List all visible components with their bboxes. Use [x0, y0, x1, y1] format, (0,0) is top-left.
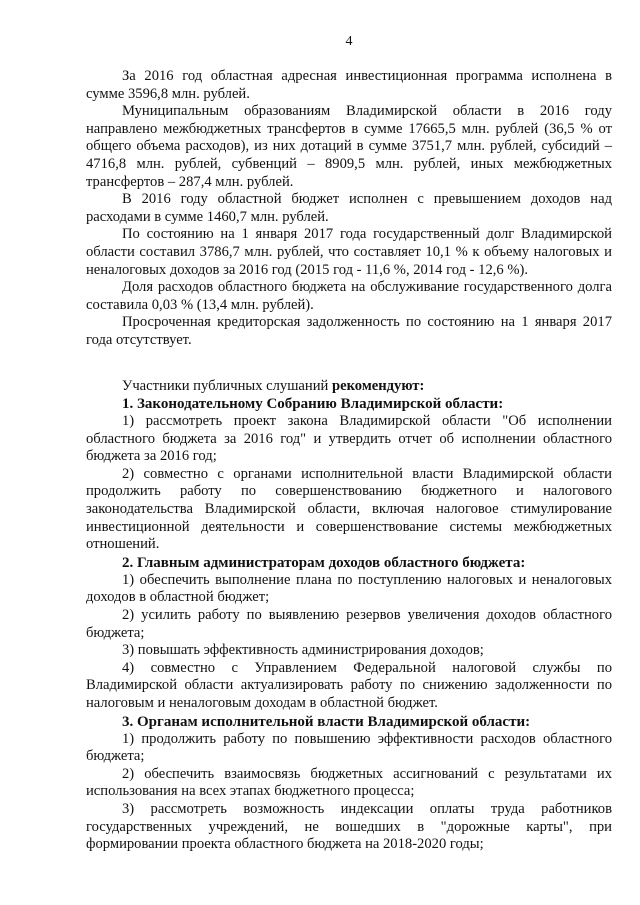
section-2-heading: 2. Главным администраторам доходов областного бюджета:	[122, 554, 526, 571]
recommendation-intro	[86, 378, 612, 396]
section-1-item-2: 2) совместно с органами исполнительной власти Владимирской области продолжить работу по совершенствованию бюджетного и налогового законодательства Владимирской области, включая налоговое стимулирование инвестиционной деятельности и совершенствование системы межбюджетных отношений.	[86, 465, 612, 553]
paragraph-debt-service: Доля расходов областного бюджета на обслуживание государственного долга составила 0,03 % (13,4 млн. рублей).	[86, 279, 612, 313]
section-3-item-2: 2) обеспечить взаимосвязь бюджетных ассигнований с результатами их использования на всех этапах бюджетного процесса;	[86, 765, 612, 800]
page-number: 4	[345, 34, 353, 49]
paragraph-budget-surplus: В 2016 году областной бюджет исполнен с превышением доходов над расходами в сумме 1460,7 млн. рублей.	[86, 191, 612, 225]
recommendation-intro-bold: рекомендуют:	[332, 377, 425, 394]
section-1-item-1: 1) рассмотреть проект закона Владимирской области "Об исполнении областного бюджета за 2016 год" и утвердить отчет об исполнении областного бюджета за 2016 год;	[86, 413, 612, 465]
recommendation-intro-text: Участники публичных слушаний	[122, 377, 332, 394]
section-2-item-3: 3) повышать эффективность администрирования доходов;	[122, 642, 484, 659]
section-3-heading: 3. Органам исполнительной власти Владимирской области:	[122, 713, 531, 730]
section-3-item-1: 1) продолжить работу по повышению эффективности расходов областного бюджета;	[86, 730, 612, 765]
section-2-item-2: 2) усилить работу по выявлению резервов увеличения доходов областного бюджета;	[86, 607, 612, 641]
paragraph-interbudget-transfers: Муниципальным образованиям Владимирской области в 2016 году направлено межбюджетных трансфертов в сумме 17665,5 млн. рублей (36,5 % от общего объема расходов), из них дотаций в сумме 3751,7 млн. рублей, субсидий – 4716,8 млн. рублей, субвенций – 8909,5 млн. рублей, иных межбюджетных трансфертов – 287,4 млн. рублей.	[86, 103, 612, 190]
paragraph-state-debt: По состоянию на 1 января 2017 года государственный долг Владимирской области составил 3786,7 млн. рублей, что составляет 10,1 % к объему налоговых и неналоговых доходов за 2016 год (2015 год - 11,6 %, 2014 год - 12,6 %).	[86, 226, 612, 278]
paragraph-investment-program: За 2016 год областная адресная инвестиционная программа исполнена в сумме 3596,8 млн. рублей.	[86, 68, 612, 102]
section-2-item-4: 4) совместно с Управлением Федеральной налоговой службы по Владимирской области актуализировать работу по снижению задолженности по налоговым и неналоговым доходам в областной бюджет.	[86, 659, 612, 711]
section-2-item-1: 1) обеспечить выполнение плана по поступлению налоговых и неналоговых доходов в областной бюджет;	[86, 571, 612, 606]
paragraph-overdue-payables: Просроченная кредиторская задолженность по состоянию на 1 января 2017 года отсутствует.	[86, 314, 612, 348]
section-gap	[86, 350, 612, 378]
section-3-item-3: 3) рассмотреть возможность индексации оплаты труда работников государственных учреждений, не вошедших в "дорожные карты", при формировании проекта областного бюджета на 2018-2020 годы;	[86, 800, 612, 853]
section-1-heading: 1. Законодательному Собранию Владимирской области:	[122, 396, 504, 413]
